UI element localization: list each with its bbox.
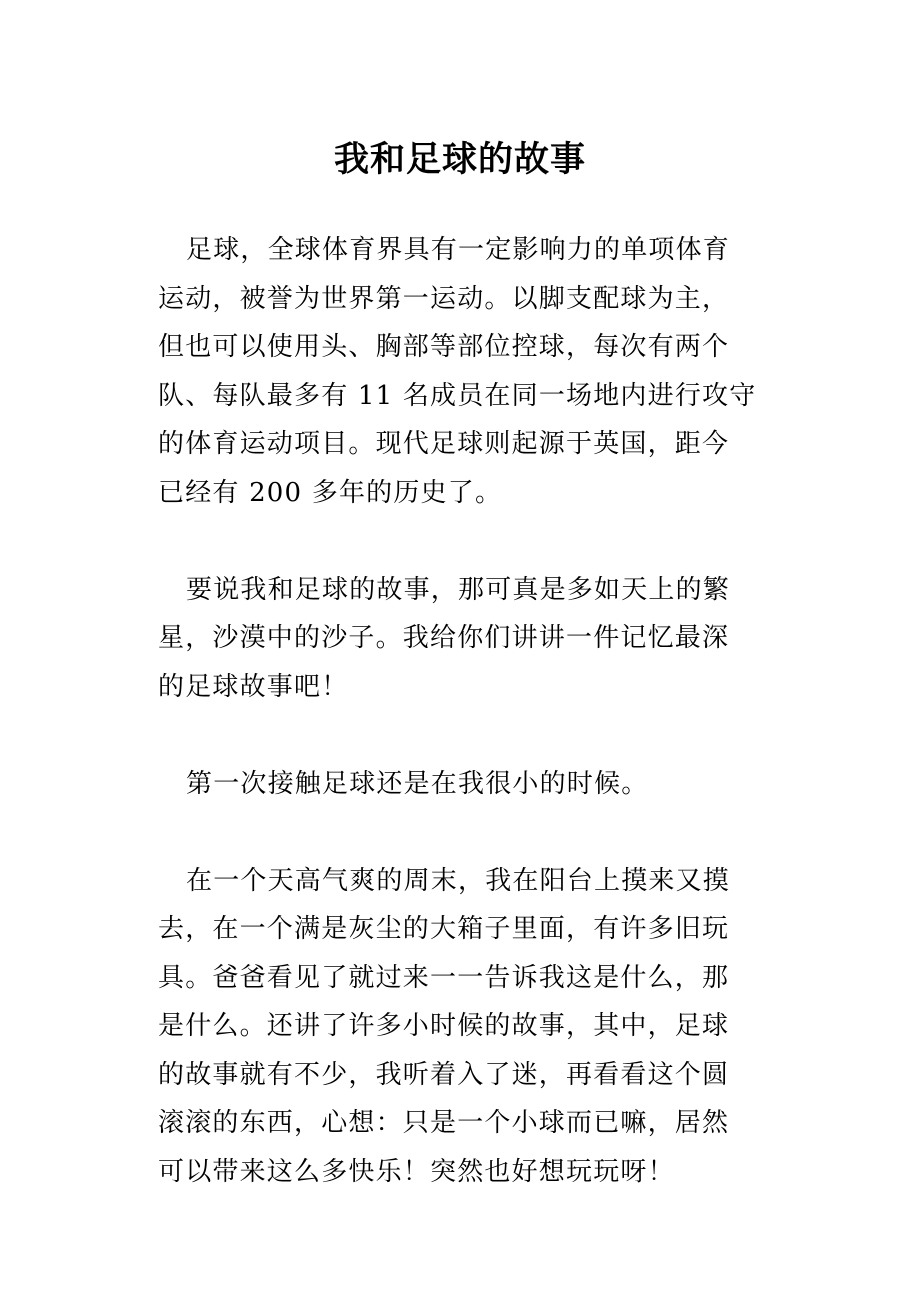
- paragraph-2: [158, 566, 758, 712]
- text-line: 要说我和足球的故事，那可真是多如天上的繁: [186, 574, 731, 605]
- text-line: 已经有 200 多年的历史了。: [158, 477, 503, 508]
- text-line: 星，沙漠中的沙子。我给你们讲讲一件记忆最深: [158, 623, 730, 653]
- text-line: 的故事就有不少，我听着入了迷，再看看这个圆: [158, 1059, 730, 1090]
- text-line: 的足球故事吧！: [158, 671, 349, 702]
- text-line: 第一次接触足球还是在我很小的时候。: [186, 768, 649, 799]
- text-line: 的体育运动项目。现代足球则起源于英国，距今: [158, 429, 730, 459]
- text-line: 足球，全球体育界具有一定影响力的单项体育: [186, 235, 731, 265]
- text-line: 滚滚的东西，心想：只是一个小球而已嘛，居然: [158, 1108, 730, 1138]
- paragraph-1: [158, 226, 758, 517]
- text-line: 在一个天高气爽的周末，我在阳台上摸来又摸: [186, 865, 731, 896]
- text-line: 队、每队最多有 11 名成员在同一场地内进行攻守: [158, 380, 757, 411]
- text-line: 去，在一个满是灰尘的大箱子里面，有许多旧玩: [158, 914, 730, 944]
- text-line: 是什么。还讲了许多小时候的故事，其中，足球: [158, 1011, 730, 1041]
- paragraph-4: [158, 857, 758, 1197]
- document-body: [158, 226, 758, 1245]
- text-line: 可以带来这么多快乐！突然也好想玩玩呀！: [158, 1156, 675, 1187]
- paragraph-3: [158, 760, 758, 809]
- text-line: 运动，被誉为世界第一运动。以脚支配球为主，: [158, 283, 730, 314]
- text-line: 具。爸爸看见了就过来一一告诉我这是什么，那: [158, 962, 730, 993]
- document-title: 我和足球的故事: [333, 139, 586, 181]
- text-line: 但也可以使用头、胸部等部位控球，每次有两个: [158, 332, 730, 362]
